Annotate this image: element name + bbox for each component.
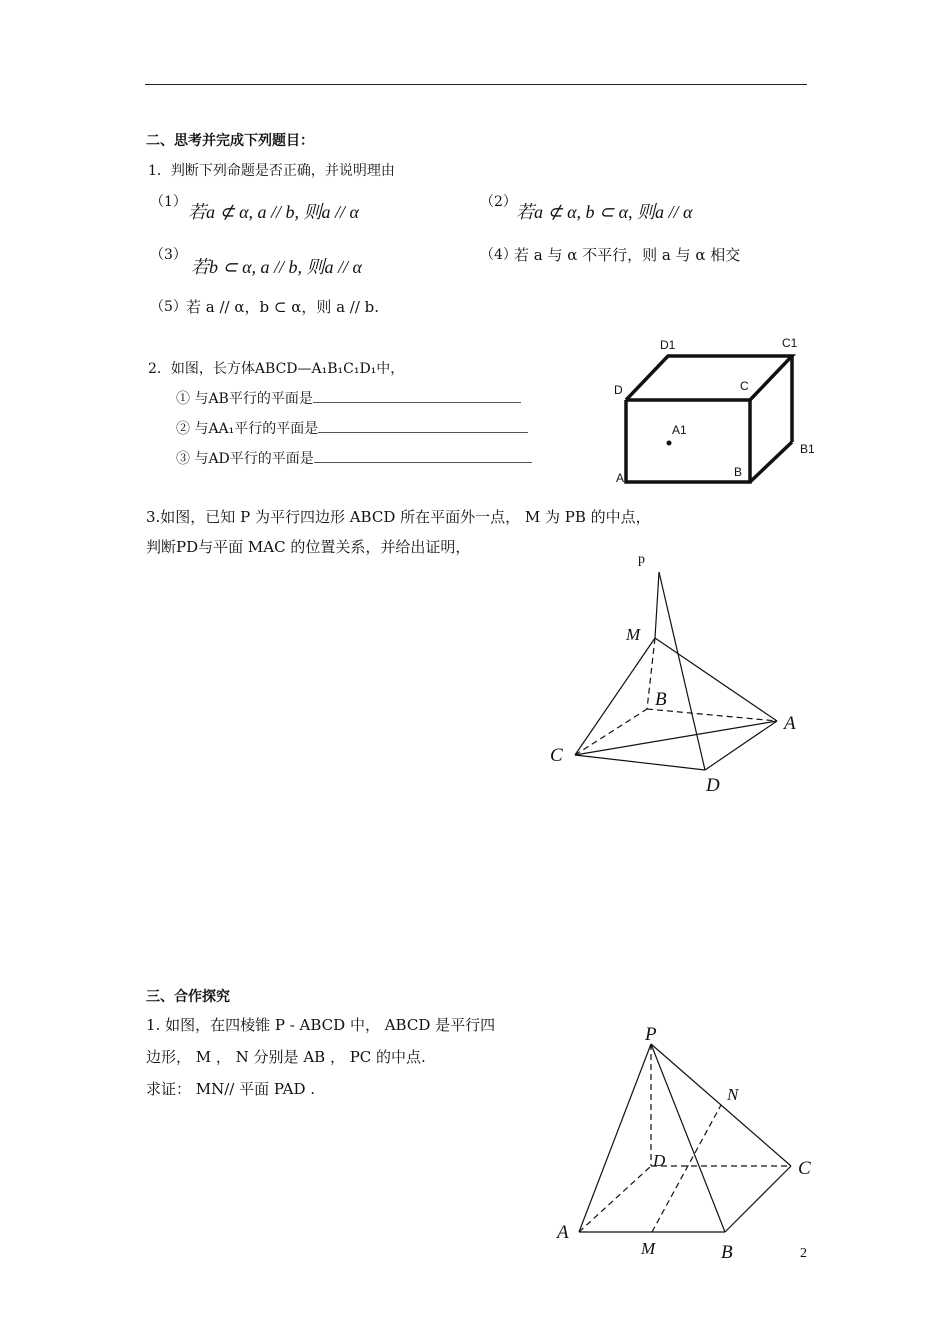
- label-c: C: [550, 745, 563, 766]
- q1-item4-num: （4）: [480, 247, 517, 263]
- q1-item1-num: （1）: [150, 194, 187, 210]
- label-a: A: [784, 713, 796, 734]
- s3-q1-line2: 边形， M ， N 分别是 AB ， PC 的中点.: [146, 1048, 426, 1066]
- section2-heading: 二、思考并完成下列题目：: [146, 133, 314, 149]
- label-m: M: [626, 625, 641, 644]
- q1-item1-text: 若a ⊄ α, a // b, 则a // α: [188, 202, 359, 222]
- q2-line3: ③ 与AD平行的平面是: [176, 451, 314, 467]
- label-p: p: [638, 552, 645, 567]
- q1-stem: 1．判断下列命题是否正确，并说明理由: [148, 163, 395, 179]
- label-p: P: [645, 1024, 657, 1045]
- q1-item2-text: 若a ⊄ α, b ⊂ α, 则a // α: [516, 202, 693, 222]
- q1-item4-text: 若 a 与 α 不平行，则 a 与 α 相交: [514, 246, 741, 264]
- label-a1: A1: [672, 423, 687, 437]
- s3-q1-line1: 1. 如图，在四棱锥 P - ABCD 中， ABCD 是平行四: [146, 1016, 496, 1034]
- label-d: D: [614, 383, 623, 397]
- q1-item3-text: 若b ⊂ α, a // b, 则a // α: [191, 257, 362, 277]
- q1-item5-text: 若 a // α，b ⊂ α，则 a // b.: [186, 298, 380, 316]
- label-a: A: [616, 471, 625, 485]
- label-d: D: [653, 1151, 666, 1170]
- top-rule: [145, 84, 807, 85]
- section3-heading: 三、合作探究: [146, 989, 230, 1005]
- pyramid-figure-q3: [540, 545, 820, 805]
- q2-line1: ① 与AB平行的平面是: [176, 391, 313, 407]
- label-c1: C1: [782, 336, 798, 350]
- s3-q1-line3: 求证： MN// 平面 PAD .: [146, 1080, 316, 1098]
- label-a: A: [557, 1222, 569, 1243]
- q2-answer-blank-2[interactable]: [318, 418, 528, 433]
- q2-line2: ② 与AA₁平行的平面是: [176, 421, 319, 437]
- label-b: B: [721, 1242, 733, 1263]
- label-n: N: [727, 1085, 739, 1104]
- label-c: C: [798, 1158, 811, 1179]
- q3-line2: 判断PD与平面 MAC 的位置关系，并给出证明，: [146, 538, 471, 556]
- q2-answer-blank-1[interactable]: [313, 388, 521, 403]
- q1-item2-num: （2）: [480, 194, 517, 210]
- q3-line1: 3.如图，已知 P 为平行四边形 ABCD 所在平面外一点， M 为 PB 的中点，: [146, 508, 651, 526]
- q1-item5-num: （5）: [150, 299, 187, 315]
- label-b1: B1: [800, 442, 815, 456]
- point-a1: [667, 441, 672, 446]
- label-b: B: [655, 689, 667, 710]
- pyramid-figure-s3: [545, 1018, 830, 1268]
- label-d: D: [706, 775, 720, 796]
- cuboid-figure: [600, 330, 830, 490]
- q2-answer-blank-3[interactable]: [314, 448, 532, 463]
- page-number: 2: [800, 1246, 807, 1261]
- label-b: B: [734, 465, 743, 479]
- label-m: M: [641, 1239, 656, 1258]
- q1-item3-num: （3）: [150, 247, 187, 263]
- label-d1: D1: [660, 338, 676, 352]
- label-c: C: [740, 379, 749, 393]
- q2-stem: 2．如图，长方体ABCD—A₁B₁C₁D₁中，: [148, 361, 405, 377]
